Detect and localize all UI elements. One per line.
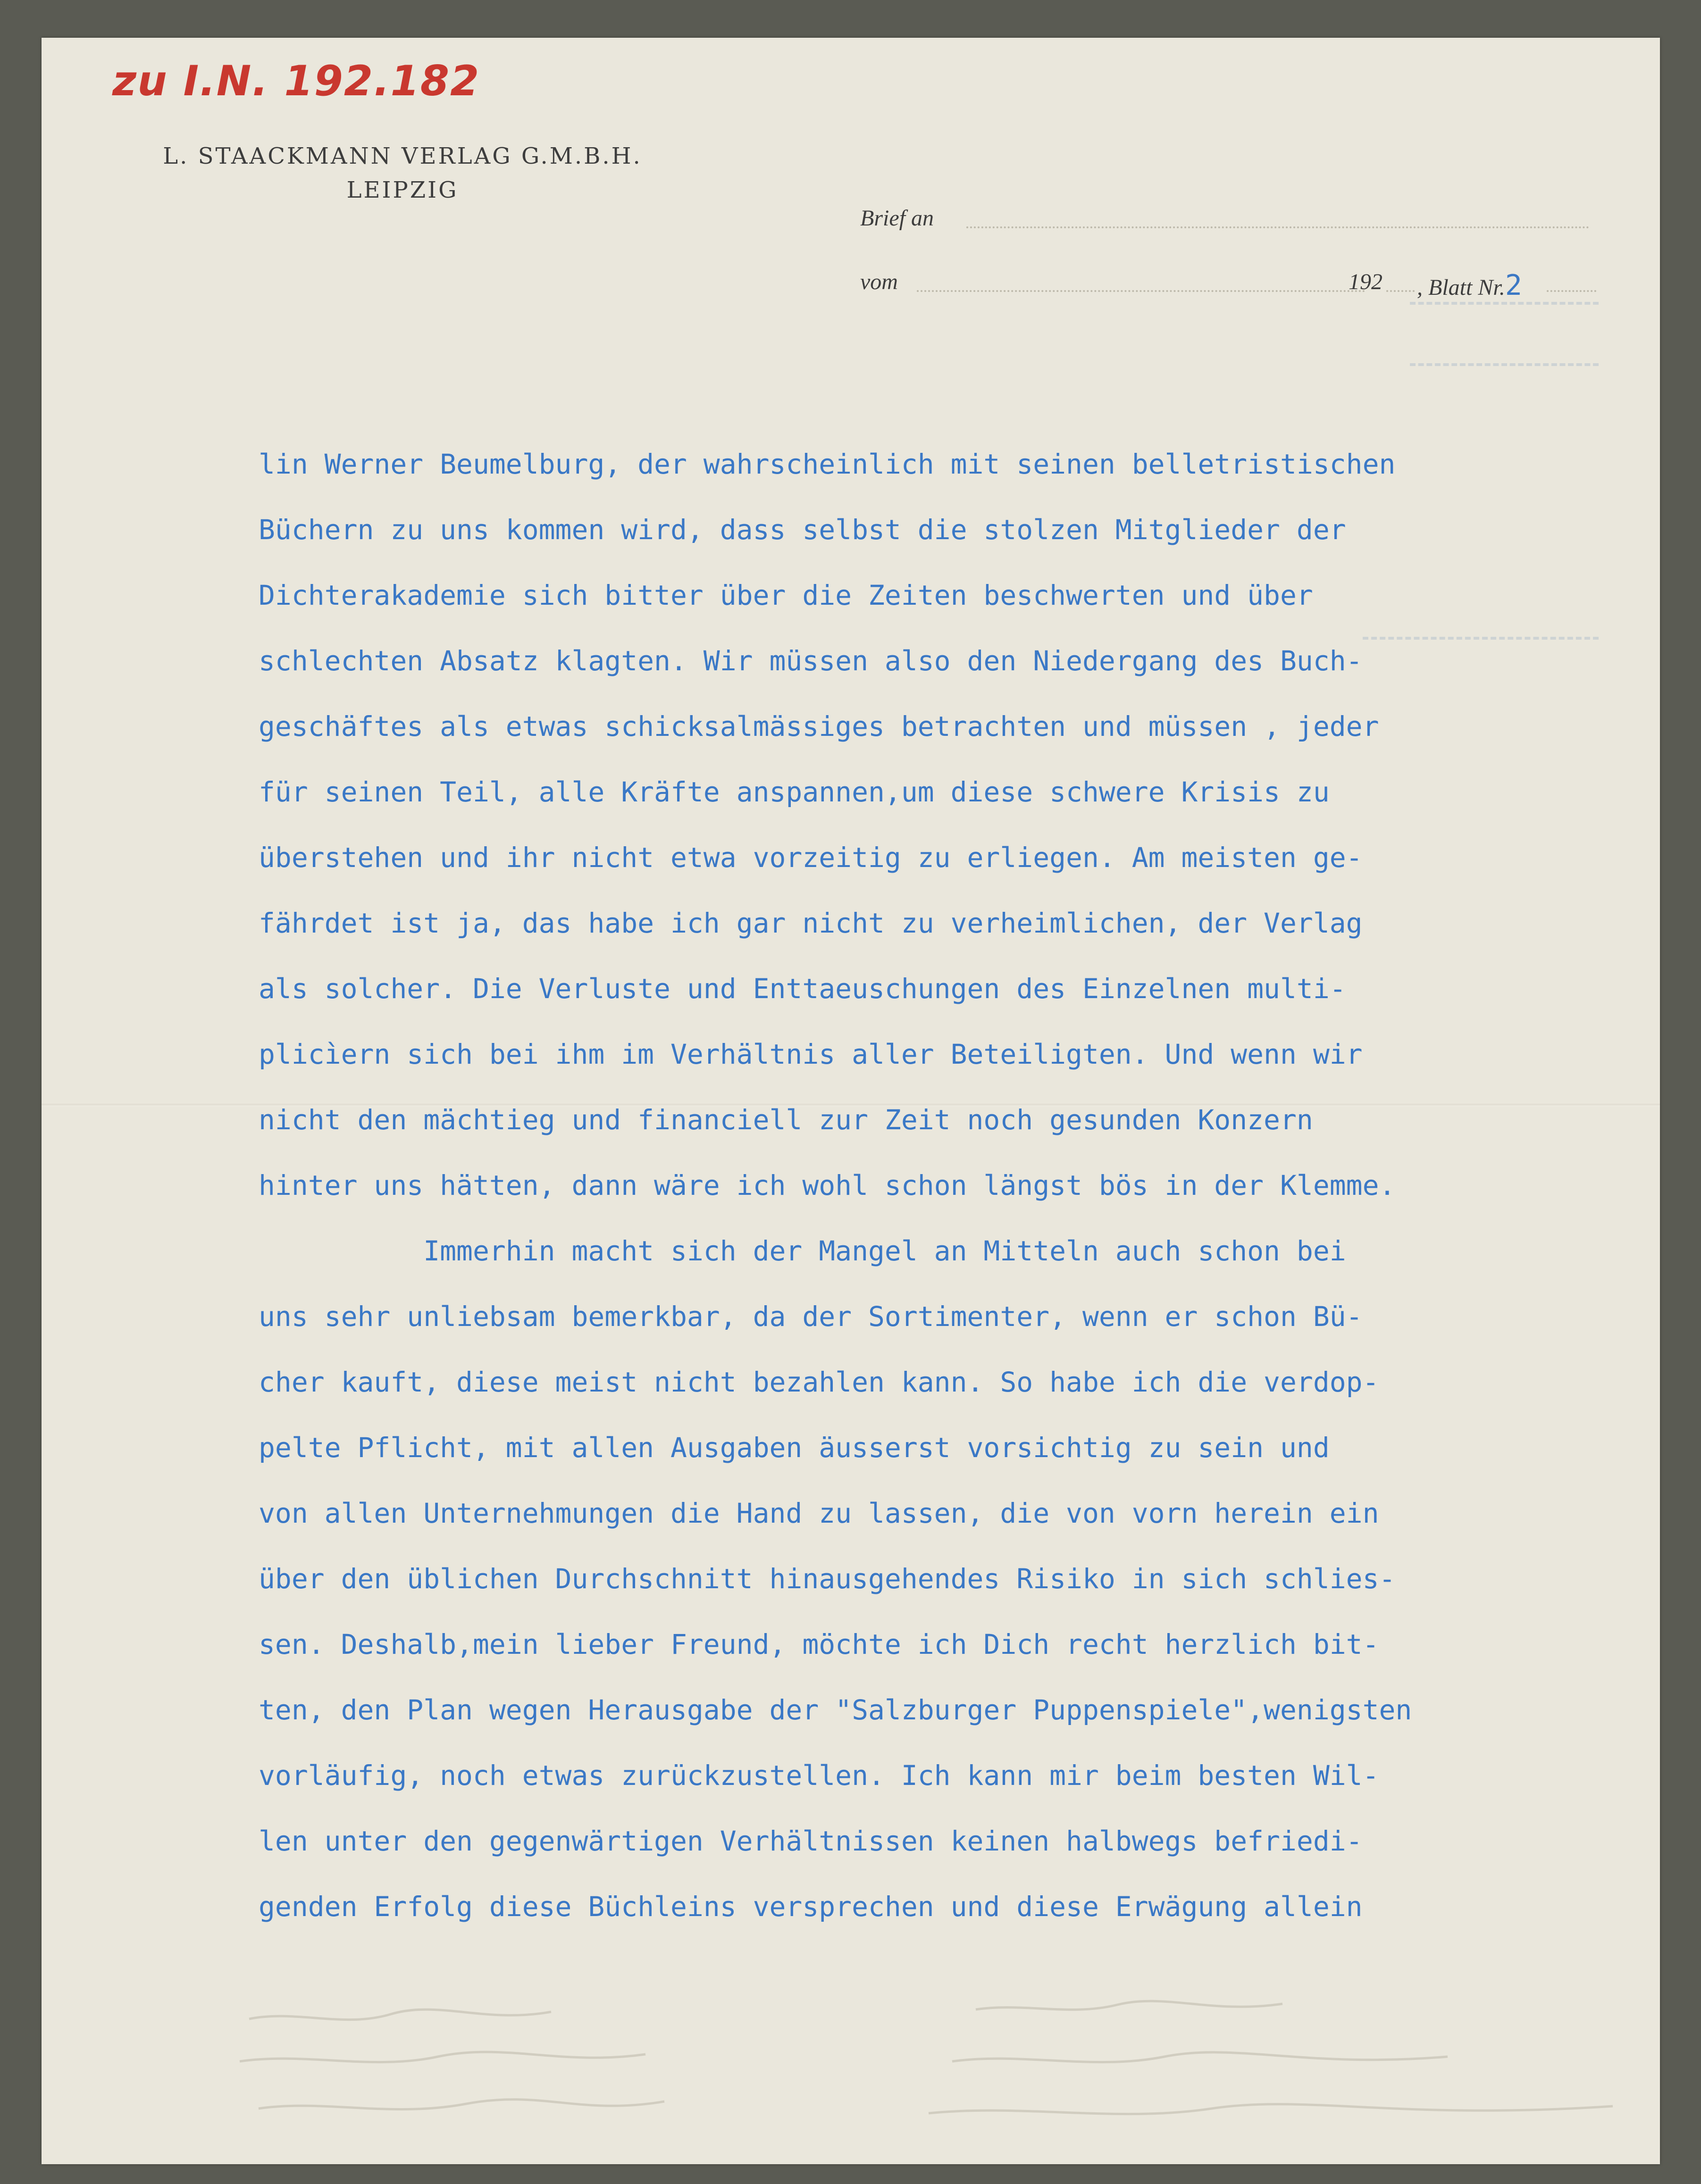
body-line: über den üblichen Durchschnitt hinausgehendes Risiko in sich schlies- <box>259 1563 1396 1595</box>
letterhead <box>136 139 669 207</box>
body-line: plicìern sich bei ihm im Verhältnis aller Beteiligten. Und wenn wir <box>259 1038 1363 1070</box>
vom-line <box>917 290 1365 292</box>
body-line: fährdet ist ja, das habe ich gar nicht zu verheimlichen, der Verlag <box>259 907 1363 939</box>
bleed-through-mark <box>1410 344 1599 366</box>
brief-an-line <box>966 226 1589 228</box>
body-line: von allen Unternehmungen die Hand zu lassen, die von vorn herein ein <box>259 1497 1379 1529</box>
vom-label: vom <box>860 269 898 294</box>
blatt-row <box>1417 269 1522 302</box>
archive-reference-mark: zu I.N. 192.182 <box>112 57 480 105</box>
body-line: uns sehr unliebsam bemerkbar, da der Sortimenter, wenn er schon Bü- <box>259 1300 1363 1333</box>
letter-page <box>42 38 1660 2164</box>
body-line: schlechten Absatz klagten. Wir müssen also den Niedergang des Buch- <box>259 645 1363 677</box>
letter-body <box>259 432 1665 1940</box>
body-line: len unter den gegenwärtigen Verhältnissen keinen halbwegs befriedi- <box>259 1825 1363 1857</box>
blatt-line <box>1547 290 1596 292</box>
year-label: 192 <box>1349 269 1383 294</box>
body-line: Immerhin macht sich der Mangel an Mitteln auch schon bei <box>259 1235 1346 1267</box>
year-line <box>1386 290 1415 292</box>
blatt-number: 2 <box>1505 269 1522 302</box>
body-line: cher kauft, diese meist nicht bezahlen kann. So habe ich die verdop- <box>259 1366 1379 1398</box>
publisher-city: LEIPZIG <box>346 177 459 203</box>
body-line: für seinen Teil, alle Kräfte anspannen,um diese schwere Krisis zu <box>259 776 1330 808</box>
body-line: lin Werner Beumelburg, der wahrscheinlich mit seinen belletristischen <box>259 448 1396 480</box>
body-line: überstehen und ihr nicht etwa vorzeitig zu erliegen. Am meisten ge- <box>259 842 1363 874</box>
body-line: genden Erfolg diese Büchleins versprechen und diese Erwägung allein <box>259 1891 1363 1923</box>
body-line: geschäftes als etwas schicksalmässiges betrachten und müssen , jeder <box>259 710 1379 742</box>
body-line: als solcher. Die Verluste und Enttaeuschungen des Einzelnen multi- <box>259 973 1346 1005</box>
body-line: nicht den mächtieg und financiell zur Zeit noch gesunden Konzern <box>259 1104 1313 1136</box>
body-line: Dichterakademie sich bitter über die Zeiten beschwerten und über <box>259 579 1313 611</box>
bleed-through-handwriting <box>221 1991 1636 2170</box>
body-line: Büchern zu uns kommen wird, dass selbst die stolzen Mitglieder der <box>259 514 1346 546</box>
body-line: sen. Deshalb,mein lieber Freund, möchte ich Dich recht herzlich bit- <box>259 1628 1379 1660</box>
body-line: vorläufig, noch etwas zurückzustellen. Ich kann mir beim besten Wil- <box>259 1759 1379 1792</box>
blatt-label: , Blatt Nr. <box>1417 275 1505 300</box>
brief-an-label: Brief an <box>860 206 934 231</box>
body-line: pelte Pflicht, mit allen Ausgaben äusserst vorsichtig zu sein und <box>259 1432 1330 1464</box>
body-line: hinter uns hätten, dann wäre ich wohl schon längst bös in der Klemme. <box>259 1169 1396 1201</box>
body-line: ten, den Plan wegen Herausgabe der "Salzburger Puppenspiele",wenigsten <box>259 1694 1412 1726</box>
publisher-name: L. STAACKMANN VERLAG G.M.B.H. <box>163 143 642 169</box>
